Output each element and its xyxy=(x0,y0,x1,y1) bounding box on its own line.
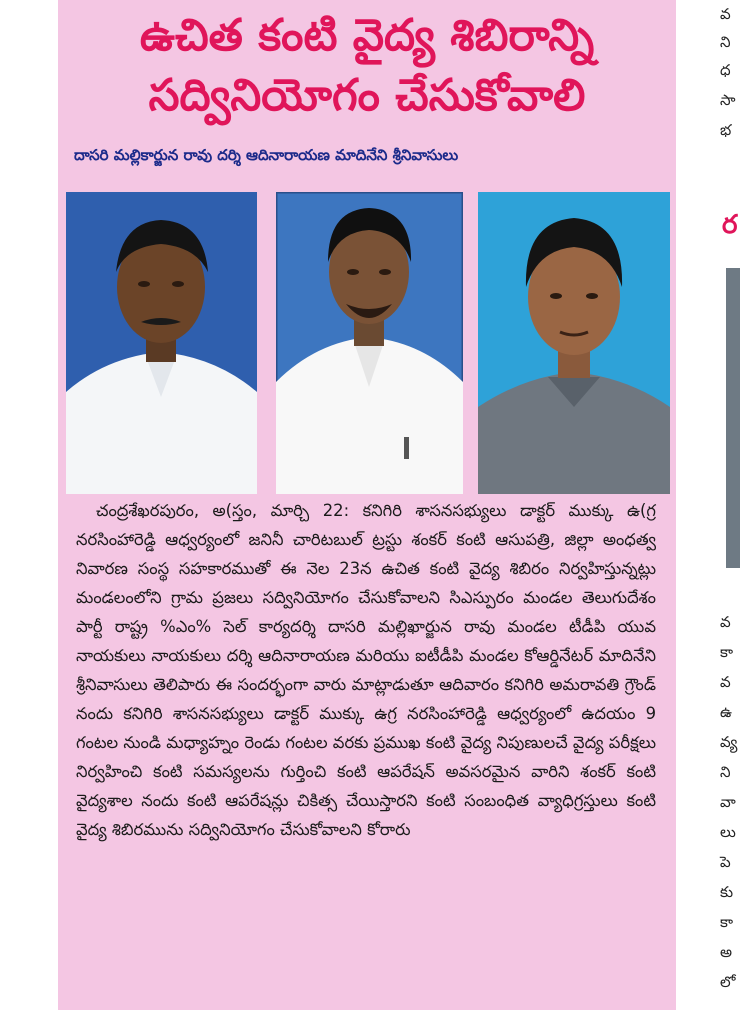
adjacent-column-clipped xyxy=(708,0,740,1010)
adjacent-text-line: ని xyxy=(720,763,731,781)
adjacent-text-line: అ xyxy=(720,943,733,961)
portrait-photo-3 xyxy=(478,192,670,494)
article-body: చంద్రశేఖరపురం, అ(స్తం, మార్చి 22: కనిగిరి శాసనసభ్యులు డాక్టర్ ముక్కు ఉ(గ్ర నరసింహారెడ్డి ఆధ్వర్యంలో జనినీ చారిటబుల్ ట్రస్టు శంకర్ కంటి ఆసుపత్రి, జిల్లా అంధత్వ నివారణ సంస్థ సహకారముతో ఈ నెల 23న ఉచిత కంటి వైద్య శిబిరం నిర్వహిస్తున్నట్లు మండలంలోని గ్రామ ప్రజలు సద్వినియోగం చేసుకోవాలని సిఎస్పురం మండల తెలుగుదేశం పార్టీ రాష్ట్ర %ఎం% సెల్ కార్యదర్శి దాసరి మల్లిఖార్జున రావు మండల టీడీపి యువ నాయకులు నాయకులు దర్శి ఆదినారాయణ మరియు ఐటీడీపి మండల కోఆర్డినేటర్ మాదినేని శ్రీనివాసులు తెలిపారు ఈ సందర్భంగా వారు మాట్లాడుతూ ఆదివారం కనిగిరి అమరావతి గ్రౌండ్ నందు కనిగిరి శాసనసభ్యులు డాక్టర్ ముక్కు ఉగ్ర నరసింహారెడ్డి ఆధ్వర్యంలో ఉదయం 9 గంటల నుండి మధ్యాహ్నం రెండు గంటల వరకు ప్రముఖ కంటి వైద్య నిపుణులచే వైద్య పరీక్షలు నిర్వహించి కంటి సమస్యలను గుర్తించి కంటి ఆపరేషన్ అవసరమైన వారిని శంకర్ కంటి వైద్యశాల నందు కంటి ఆపరేషన్లు చికిత్స చేయిస్తారని కంటి సంబంధిత వ్యాధిగ్రస్తులు కంటి వైద్య శిబిరమును సద్వినియోగం చేసుకోవాలని కోరారు xyxy=(76,501,656,839)
byline: దాసరి మల్లికార్జున రావు దర్శి ఆదినారాయణ మాదినేని శ్రీనివాసులు xyxy=(74,146,459,164)
adjacent-text-line: సా xyxy=(720,91,736,109)
adjacent-text-line: లో xyxy=(720,973,736,991)
adjacent-text-line: కా xyxy=(720,913,734,931)
adjacent-text-line: ధ xyxy=(720,61,731,79)
adjacent-text-line: ని xyxy=(720,33,731,51)
adjacent-photo xyxy=(726,268,740,568)
adjacent-text-line: వ xyxy=(720,5,731,23)
adjacent-heading: ర xyxy=(722,210,738,240)
adjacent-text-line: కా xyxy=(720,643,734,661)
portrait-photo-2 xyxy=(276,192,463,494)
adjacent-text-line: వ xyxy=(720,613,731,631)
portrait-photo-1 xyxy=(66,192,257,494)
adjacent-text-line: పె xyxy=(720,853,731,871)
headline-line-1: ఉచిత కంటి వైద్య శిబిరాన్ని xyxy=(139,10,595,61)
adjacent-text-line: భ xyxy=(720,121,732,139)
adjacent-text-line: వా xyxy=(720,793,736,811)
adjacent-text-line: వ xyxy=(720,673,731,691)
adjacent-text-line: ఉ xyxy=(720,703,732,721)
adjacent-text-line: లు xyxy=(720,823,736,841)
headline-line-2: సద్వినియోగం చేసుకోవాలి xyxy=(148,70,586,121)
adjacent-text-line: కు xyxy=(720,883,734,901)
adjacent-text-line: వ్య xyxy=(720,733,738,751)
